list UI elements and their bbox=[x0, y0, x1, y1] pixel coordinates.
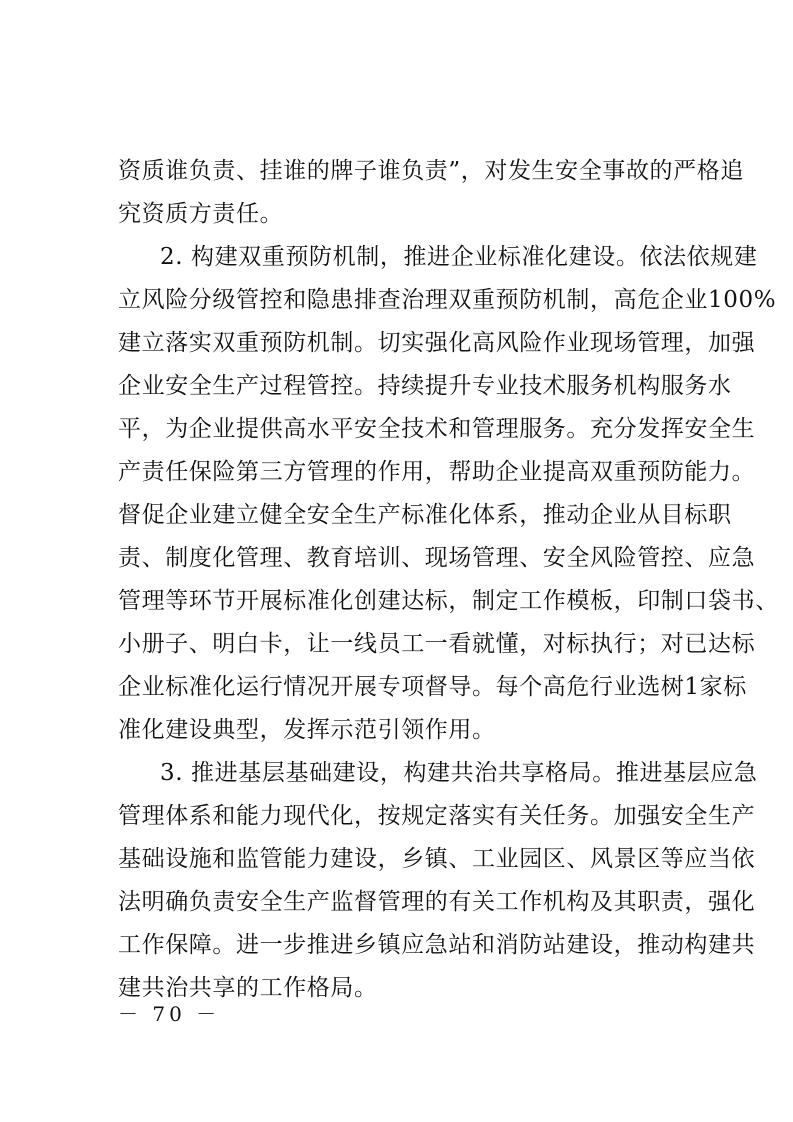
paragraph-line: 法明确负责安全生产监督管理的有关工作机构及其职责，强化 bbox=[118, 889, 756, 915]
page-number: － 70 － bbox=[118, 1002, 221, 1026]
paragraph-line: 管理等环节开展标准化创建达标，制定工作模板，印制口袋书、 bbox=[118, 588, 779, 614]
paragraph-line: 立风险分级管控和隐患排查治理双重预防机制，高危企业100% bbox=[118, 287, 777, 313]
paragraph-line: 管理体系和能力现代化，按规定落实有关任务。加强安全生产 bbox=[118, 803, 756, 829]
paragraph-line: 企业标准化运行情况开展专项督导。每个高危行业选树1家标 bbox=[118, 674, 747, 700]
paragraph-line: 建共治共享的工作格局。 bbox=[118, 975, 378, 1001]
section-heading-line: 2. 构建双重预防机制，推进企业标准化建设。依法依规建 bbox=[160, 244, 758, 270]
paragraph-line: 平，为企业提供高水平安全技术和管理服务。充分发挥安全生 bbox=[118, 416, 756, 442]
section-heading-line: 3. 推进基层基础建设，构建共治共享格局。推进基层应急 bbox=[160, 760, 758, 786]
paragraph-line: 工作保障。进一步推进乡镇应急站和消防站建设，推动构建共 bbox=[118, 932, 756, 958]
paragraph-line: 建立落实双重预防机制。切实强化高风险作业现场管理，加强 bbox=[118, 330, 756, 356]
paragraph-line: 资质谁负责、挂谁的牌子谁负责”，对发生安全事故的严格追 bbox=[118, 158, 744, 184]
paragraph-line: 督促企业建立健全安全生产标准化体系，推动企业从目标职 bbox=[118, 502, 732, 528]
paragraph-line: 小册子、明白卡，让一线员工一看就懂，对标执行；对已达标 bbox=[118, 631, 756, 657]
paragraph-line: 企业安全生产过程管控。持续提升专业技术服务机构服务水 bbox=[118, 373, 732, 399]
paragraph-line: 责、制度化管理、教育培训、现场管理、安全风险管控、应急 bbox=[118, 545, 756, 571]
paragraph-line: 究资质方责任。 bbox=[118, 201, 284, 227]
paragraph-line: 基础设施和监管能力建设，乡镇、工业园区、风景区等应当依 bbox=[118, 846, 756, 872]
paragraph-line: 准化建设典型，发挥示范引领作用。 bbox=[118, 717, 496, 743]
paragraph-line: 产责任保险第三方管理的作用，帮助企业提高双重预防能力。 bbox=[118, 459, 756, 485]
